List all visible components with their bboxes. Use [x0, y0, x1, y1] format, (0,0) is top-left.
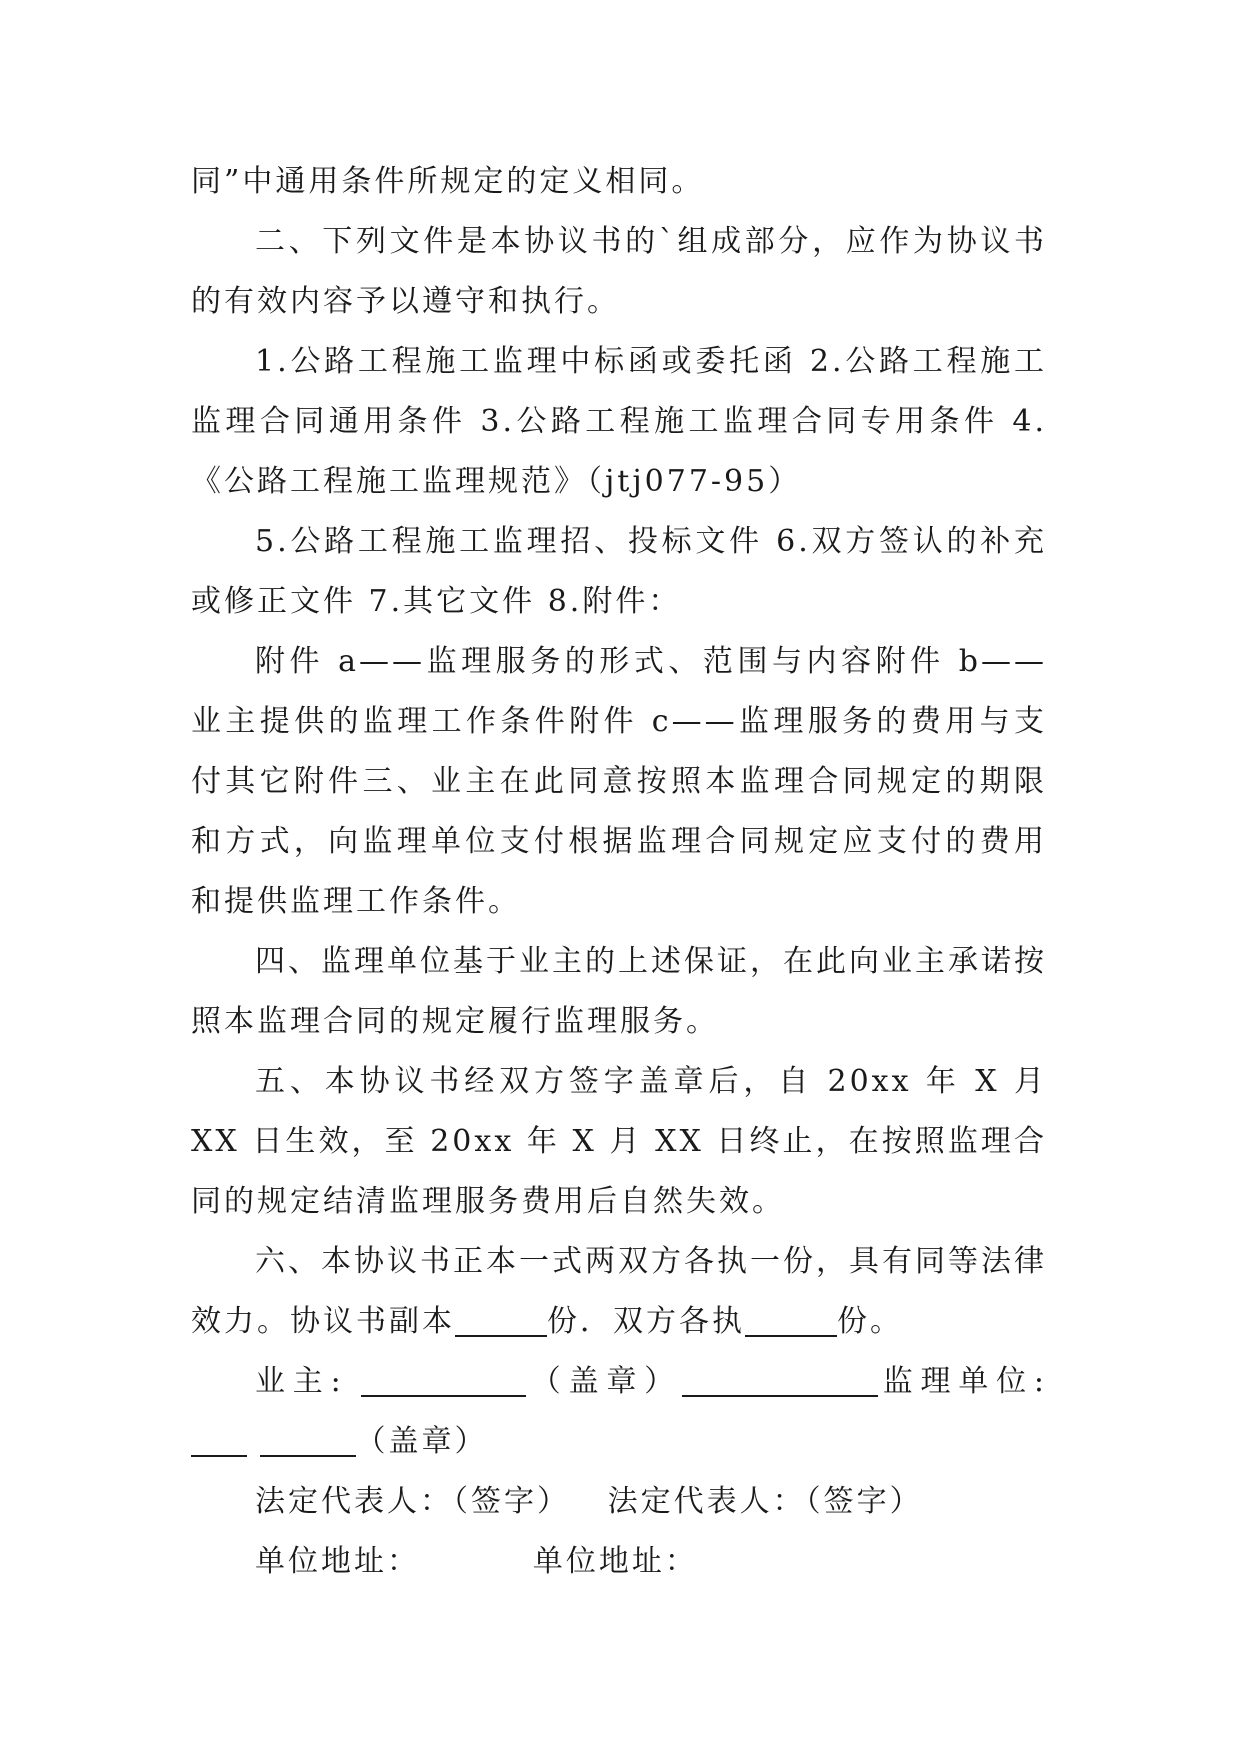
copies-text-2: 份．双方各执 — [547, 1304, 745, 1339]
supervisor-name-blank-cont[interactable] — [260, 1417, 356, 1457]
paragraph-clause-6 — [191, 1232, 1047, 1352]
copies-each-blank[interactable] — [745, 1297, 837, 1337]
supervisor-name-blank[interactable] — [191, 1417, 247, 1457]
owner-label: 业主: — [255, 1364, 344, 1399]
address-line — [191, 1532, 1047, 1592]
copies-text-3: 份。 — [837, 1304, 903, 1339]
owner-name-blank[interactable] — [361, 1357, 526, 1397]
paragraph-attachments: 附件 a——监理服务的形式、范围与内容附件 b——业主提供的监理工作条件附件 c——监理服务的费用与支付其它附件三、业主在此同意按照本监理合同规定的期限和方式，向监理单位支付根据监理合同规定应支付的费用和提供监理工作条件。 — [191, 644, 1047, 919]
supervisor-address-label: 单位地址： — [532, 1544, 698, 1579]
copies-text-1: 六、本协议书正本一式两双方各执一份，具有同等法律效力。协议书副本 — [191, 1244, 1047, 1339]
supervisor-seal-label: （盖章） — [355, 1424, 488, 1459]
paragraph-clause-2: 二、下列文件是本协议书的`组成部分，应作为协议书的有效内容予以遵守和执行。 — [191, 224, 1047, 319]
supervisor-representative: 法定代表人：（签字） — [607, 1484, 923, 1519]
paragraph-document-list-2: 5.公路工程施工监理招、投标文件 6.双方签认的补充或修正文件 7.其它文件 8.附件： — [191, 524, 1047, 619]
signature-seal-line — [191, 1352, 1047, 1472]
owner-seal-label: （盖章） — [526, 1364, 682, 1399]
owner-address-label: 单位地址： — [255, 1544, 420, 1579]
paragraph-document-list-1: 1.公路工程施工监理中标函或委托函 2.公路工程施工监理合同通用条件 3.公路工程施工监理合同专用条件 4.《公路工程施工监理规范》（jtj077-95） — [191, 344, 1047, 499]
representative-line — [191, 1472, 1047, 1532]
paragraph-clause-5: 五、本协议书经双方签字盖章后，自 20xx 年 X 月 XX 日生效，至 20xx 年 X 月 XX 日终止，在按照监理合同的规定结清监理服务费用后自然失效。 — [191, 1064, 1047, 1219]
paragraph-definitions: 同”中通用条件所规定的定义相同。 — [191, 164, 705, 199]
document-body — [191, 152, 1047, 1592]
supervisor-label: 监理单位: — [877, 1364, 1047, 1399]
owner-representative: 法定代表人：（签字） — [255, 1484, 570, 1519]
copies-count-blank[interactable] — [455, 1297, 547, 1337]
paragraph-clause-4: 四、监理单位基于业主的上述保证，在此向业主承诺按照本监理合同的规定履行监理服务。 — [191, 944, 1047, 1039]
owner-seal-blank[interactable] — [682, 1357, 878, 1397]
